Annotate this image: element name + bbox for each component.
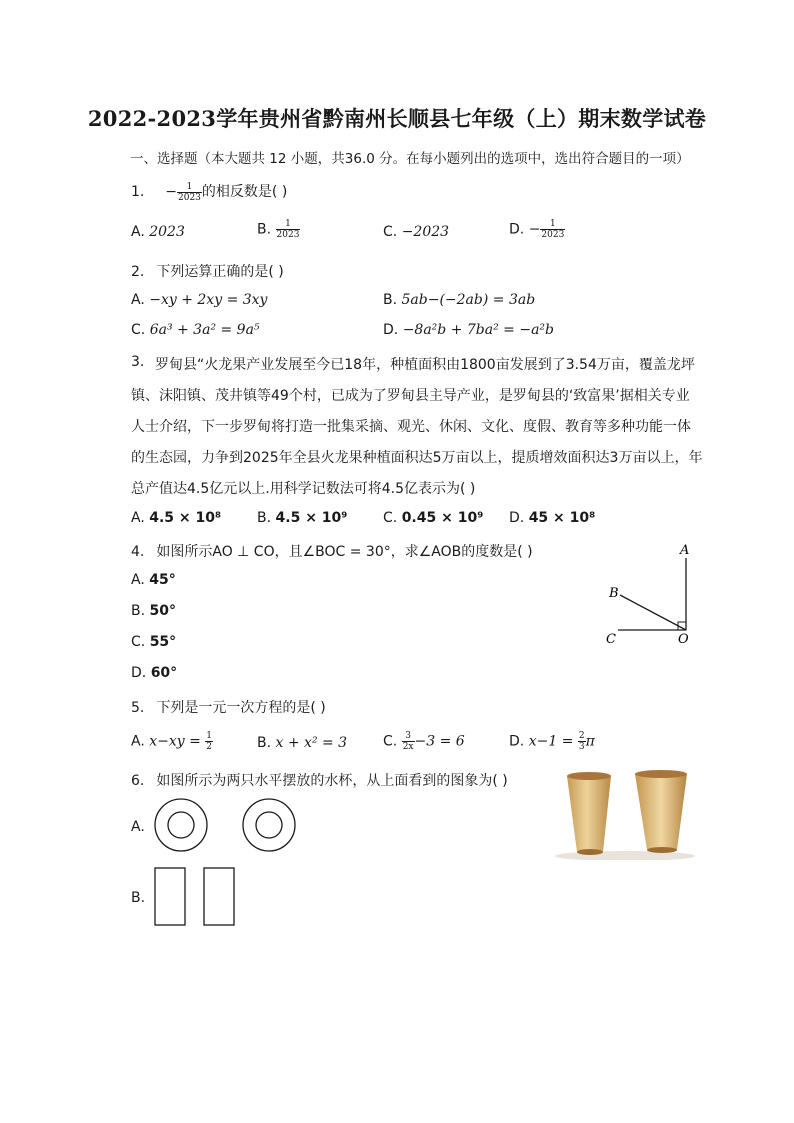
label-o: O [678, 632, 689, 647]
q3-line-4: 的生态园，力争到2025年全县火龙果种植面积达5万亩以上，提质增效面积达3万亩以上，年 [131, 450, 703, 466]
q3-option-d[interactable]: D. 45 × 10⁸ [509, 510, 596, 526]
right-cup [635, 774, 687, 850]
q3-number: 3. [131, 354, 145, 370]
q3-option-a[interactable]: A. 4.5 × 10⁸ [131, 510, 222, 526]
q4-option-a[interactable]: A. 45° [131, 572, 176, 588]
q2-option-a[interactable]: A. −xy + 2xy = 3xy [131, 292, 268, 308]
q4-option-d[interactable]: D. 60° [131, 665, 178, 681]
label-b: B [609, 586, 619, 601]
q5-option-c[interactable]: C. $\frac{3}{2x}$ −3 = 6 [383, 731, 465, 752]
q2-option-b[interactable]: B. 5ab−(−2ab) = 3ab [383, 292, 536, 308]
left-cup [567, 776, 611, 852]
q5-option-b[interactable]: B. x + x² = 3 [257, 735, 348, 751]
question-5: 5. 下列是一元一次方程的是( ) [131, 700, 326, 716]
q1-option-a[interactable]: A. 2023 [131, 224, 185, 240]
question-6: 6. 如图所示为两只水平摆放的水杯，从上面看到的图象为( ) [131, 773, 508, 789]
q1-option-b[interactable]: B. $\frac{1}{2023}$ [257, 219, 300, 240]
question-4: 4. 如图所示AO ⊥ CO，且∠BOC = 30°，求∠AOB的度数是( ) [131, 544, 533, 560]
q5-option-a[interactable]: A. x−xy = $\frac{1}{2}$ [131, 731, 213, 752]
q3-line-1: 罗甸县“火龙果产业发展至今已18年，种植面积由1800亩发展到了3.54万亩，覆盖龙坪 [155, 357, 695, 373]
line-ob [620, 595, 686, 630]
page-title: 2022-2023学年贵州省黔南州长顺县七年级（上）期末数学试卷 [87, 106, 707, 131]
angle-figure [598, 540, 698, 650]
q1-text: 的相反数是( ) [201, 184, 288, 200]
wooden-cups-image [555, 768, 695, 860]
label-c: C [606, 632, 616, 647]
q1-fraction: $\frac{1}{2023}$ [178, 181, 201, 203]
section-heading: 一、选择题（本大题共 12 小题，共36.0 分。在每小题列出的选项中，选出符合题目的一项） [130, 151, 690, 167]
q4-option-b[interactable]: B. 50° [131, 603, 176, 619]
question-2: 2. 下列运算正确的是( ) [131, 264, 284, 280]
q2-option-c[interactable]: C. 6a³ + 3a² = 9a⁵ [131, 322, 260, 338]
q1-minus: − [165, 184, 177, 200]
q1-option-c[interactable]: C. −2023 [383, 224, 450, 240]
q3-option-b[interactable]: B. 4.5 × 10⁹ [257, 510, 348, 526]
q3-line-2: 镇、沫阳镇、茂井镇等49个村，已成为了罗甸县主导产业，是罗甸县的‘致富果’据相关专业 [131, 388, 690, 404]
q5-option-d[interactable]: D. x−1 = $\frac{2}{3}$ π [509, 731, 595, 752]
q1-option-d[interactable]: D. − $\frac{1}{2023}$ [509, 219, 565, 240]
q2-option-d[interactable]: D. −8a²b + 7ba² = −a²b [383, 322, 554, 338]
q6-option-a-figure[interactable] [152, 797, 302, 853]
q6-option-b-figure[interactable] [152, 866, 242, 928]
q6-option-a-label[interactable]: A. [131, 819, 145, 835]
question-1 [131, 181, 287, 203]
q4-option-c[interactable]: C. 55° [131, 634, 177, 650]
q3-option-c[interactable]: C. 0.45 × 10⁹ [383, 510, 484, 526]
question-number: 1. [131, 184, 145, 200]
q3-line-5: 总产值达4.5亿元以上.用科学记数法可将4.5亿表示为( ) [131, 481, 476, 497]
q6-option-b-label[interactable]: B. [131, 890, 146, 906]
q3-line-3: 人士介绍，下一步罗甸将打造一批集采摘、观光、休闲、文化、度假、教育等多种功能一体 [131, 419, 691, 435]
label-a: A [680, 543, 690, 558]
